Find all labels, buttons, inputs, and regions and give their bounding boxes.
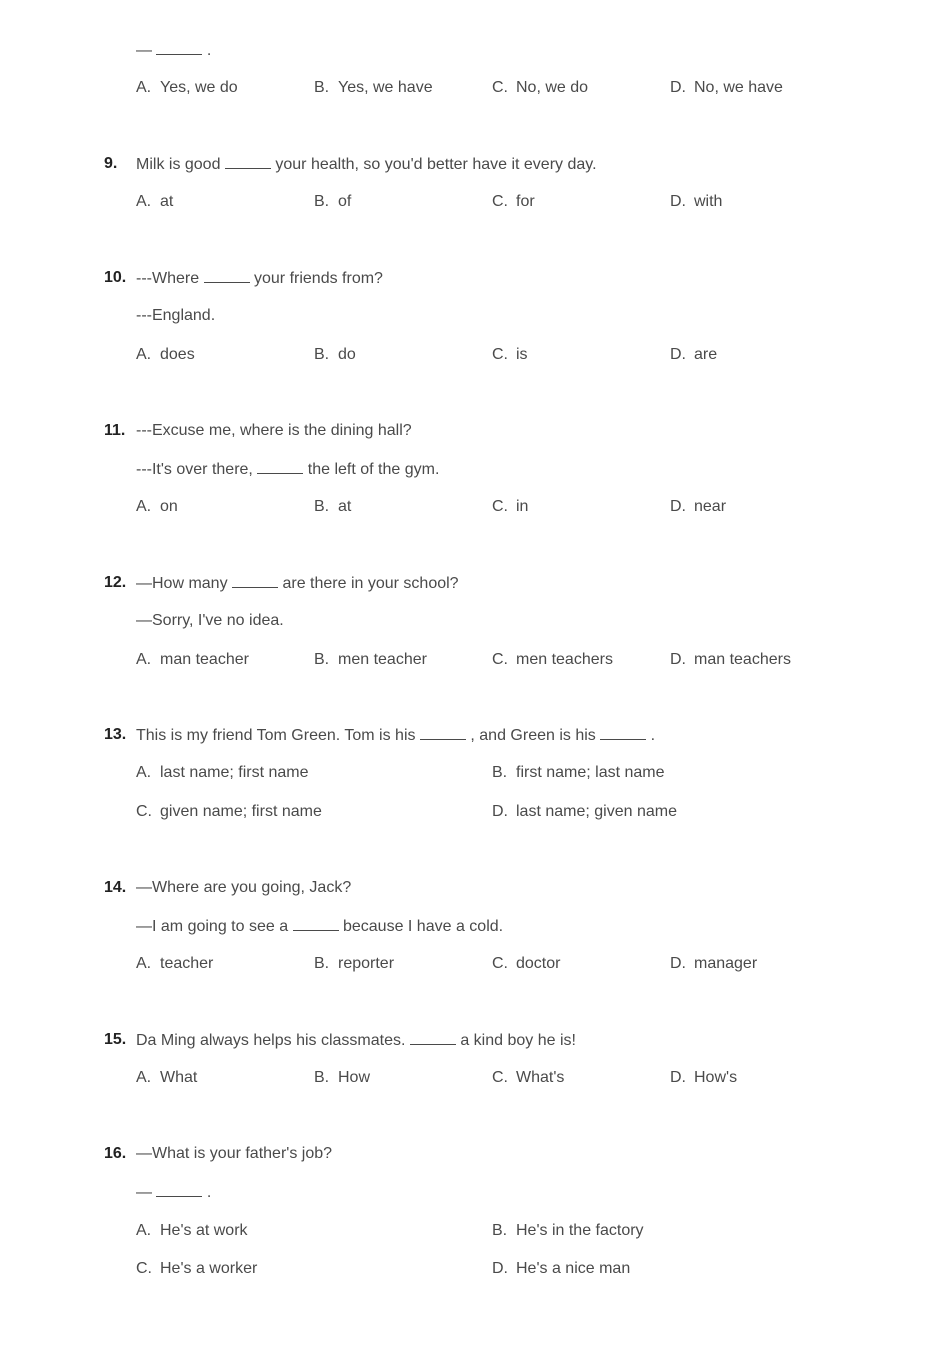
q12-stem: —How many are there in your school? bbox=[136, 575, 459, 592]
q15-stem: Da Ming always helps his classmates. a kind boy he is! bbox=[136, 1032, 576, 1049]
q8-option-a[interactable]: A. Yes, we do bbox=[136, 79, 238, 96]
q14-option-d[interactable]: D. manager bbox=[670, 955, 758, 972]
answer-blank bbox=[232, 573, 278, 588]
q8-option-c[interactable]: C. No, we do bbox=[492, 79, 589, 96]
q13-stem: This is my friend Tom Green. Tom is his , and Green is his . bbox=[136, 727, 656, 744]
q13-option-a[interactable]: A. last name; first name bbox=[136, 764, 309, 781]
q14-option-b[interactable]: B. reporter bbox=[314, 955, 395, 972]
answer-blank bbox=[420, 725, 466, 740]
q10-option-b[interactable]: B. do bbox=[314, 346, 356, 363]
q15-option-a[interactable]: A. What bbox=[136, 1069, 198, 1086]
answer-blank bbox=[293, 916, 339, 931]
q9-option-c[interactable]: C. for bbox=[492, 193, 535, 210]
q16-option-a[interactable]: A. He's at work bbox=[136, 1222, 248, 1239]
q14-option-a[interactable]: A. teacher bbox=[136, 955, 214, 972]
q11-option-b[interactable]: B. at bbox=[314, 498, 352, 515]
q14-option-c[interactable]: C. doctor bbox=[492, 955, 561, 972]
q9-option-b[interactable]: B. of bbox=[314, 193, 352, 210]
answer-blank bbox=[156, 40, 202, 55]
answer-blank bbox=[600, 725, 646, 740]
q10-option-c[interactable]: C. is bbox=[492, 346, 528, 363]
q11-option-d[interactable]: D. near bbox=[670, 498, 727, 515]
q9-option-a[interactable]: A. at bbox=[136, 193, 174, 210]
q16-option-b[interactable]: B. He's in the factory bbox=[492, 1222, 644, 1239]
q10-option-d[interactable]: D. are bbox=[670, 346, 718, 363]
q15-option-b[interactable]: B. How bbox=[314, 1069, 371, 1086]
q16-option-d[interactable]: D. He's a nice man bbox=[492, 1260, 631, 1277]
q12-option-b[interactable]: B. men teacher bbox=[314, 651, 427, 668]
q10-option-a[interactable]: A. does bbox=[136, 346, 195, 363]
q15-option-c[interactable]: C. What's bbox=[492, 1069, 565, 1086]
q10-reply: ---England. bbox=[136, 307, 216, 324]
q13-option-c[interactable]: C. given name; first name bbox=[136, 803, 322, 820]
q10-stem: ---Where your friends from? bbox=[136, 270, 383, 287]
q11-number: 11. bbox=[104, 422, 126, 439]
q12-option-a[interactable]: A. man teacher bbox=[136, 651, 249, 668]
q11-option-a[interactable]: A. on bbox=[136, 498, 178, 515]
q10-number: 10. bbox=[104, 269, 127, 286]
q16-stem: —What is your father's job? bbox=[136, 1145, 333, 1162]
q9-option-d[interactable]: D. with bbox=[670, 193, 723, 210]
q11-stem: ---Excuse me, where is the dining hall? bbox=[136, 422, 412, 439]
q11-option-c[interactable]: C. in bbox=[492, 498, 529, 515]
q8-option-d[interactable]: D. No, we have bbox=[670, 79, 783, 96]
answer-blank bbox=[225, 154, 271, 169]
answer-blank bbox=[156, 1182, 202, 1197]
q16-answer-line: — . bbox=[136, 1184, 212, 1201]
q11-reply: ---It's over there, the left of the gym. bbox=[136, 461, 440, 478]
q14-reply: —I am going to see a because I have a cold. bbox=[136, 918, 504, 935]
q12-option-c[interactable]: C. men teachers bbox=[492, 651, 613, 668]
q12-reply: —Sorry, I've no idea. bbox=[136, 612, 284, 629]
q8-option-b[interactable]: B. Yes, we have bbox=[314, 79, 433, 96]
q9-number: 9. bbox=[104, 155, 118, 172]
q13-number: 13. bbox=[104, 726, 127, 743]
answer-blank bbox=[410, 1030, 456, 1045]
q13-option-b[interactable]: B. first name; last name bbox=[492, 764, 665, 781]
answer-blank bbox=[257, 459, 303, 474]
q13-option-d[interactable]: D. last name; given name bbox=[492, 803, 677, 820]
answer-blank bbox=[204, 268, 250, 283]
q16-number: 16. bbox=[104, 1145, 127, 1162]
q16-option-c[interactable]: C. He's a worker bbox=[136, 1260, 258, 1277]
q14-stem: —Where are you going, Jack? bbox=[136, 879, 352, 896]
q15-option-d[interactable]: D. How's bbox=[670, 1069, 738, 1086]
q9-stem: Milk is good your health, so you'd better have it every day. bbox=[136, 156, 597, 173]
q15-number: 15. bbox=[104, 1031, 127, 1048]
q12-option-d[interactable]: D. man teachers bbox=[670, 651, 791, 668]
q12-number: 12. bbox=[104, 574, 127, 591]
q14-number: 14. bbox=[104, 879, 127, 896]
q8-answer-line: — . bbox=[136, 42, 212, 59]
